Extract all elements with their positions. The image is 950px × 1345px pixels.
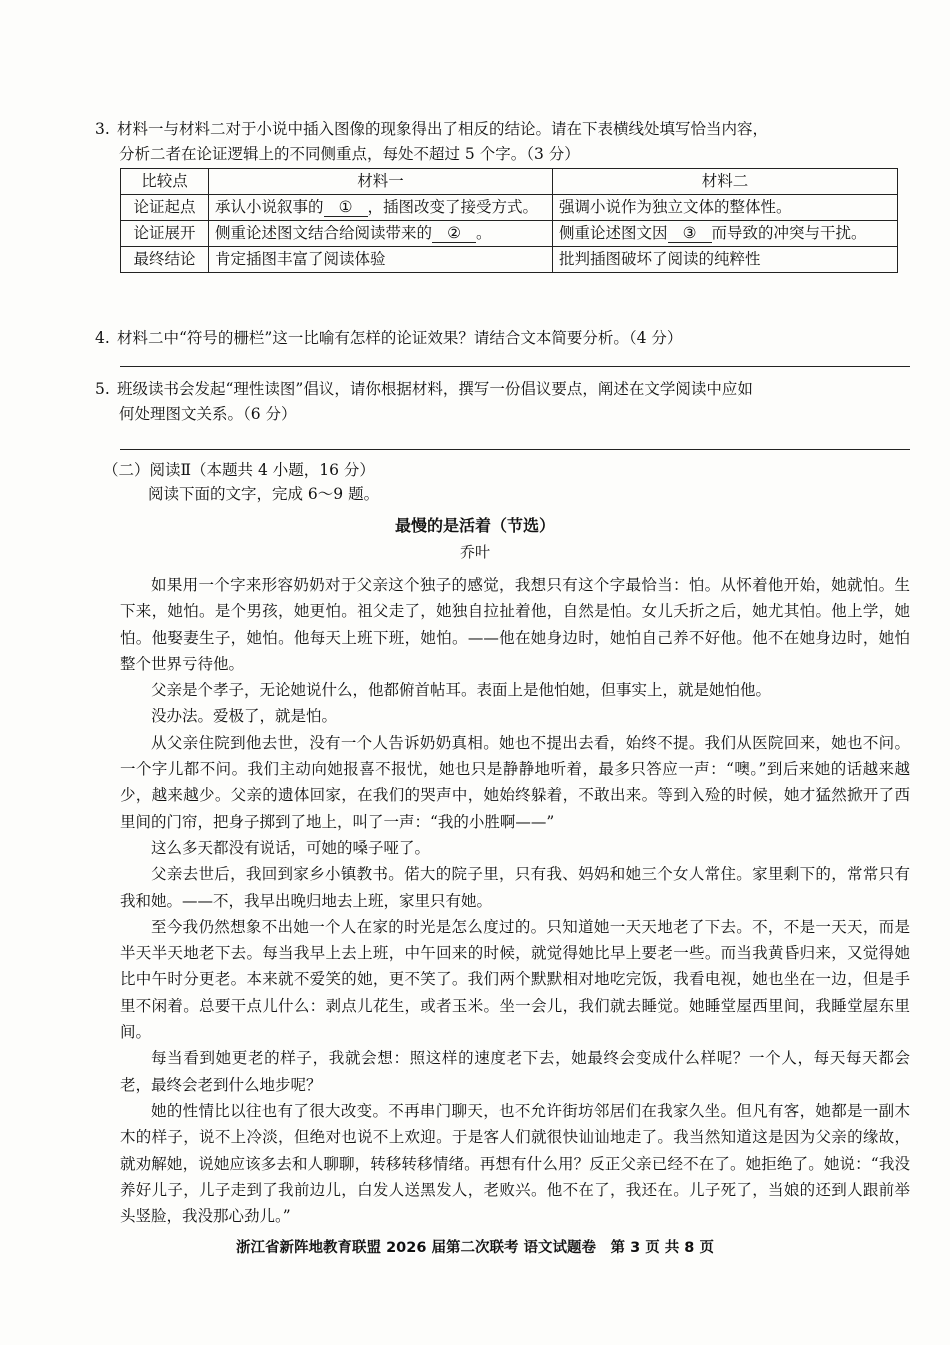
answer-line[interactable] (120, 449, 910, 450)
row-label: 论证展开 (121, 221, 209, 247)
table-header-row (121, 169, 898, 195)
section-instruction: 阅读下面的文字，完成 6～9 题。 (148, 485, 380, 503)
table-cell (553, 221, 898, 247)
table-header: 材料一 (209, 169, 553, 195)
section-heading: （二）阅读Ⅱ（本题共 4 小题，16 分） (103, 461, 375, 479)
article-author: 乔叶 (459, 543, 490, 561)
article-body (120, 572, 910, 1229)
cell-text: ，插图改变了接受方式。 (367, 198, 539, 216)
table-cell: 肯定插图丰富了阅读体验 (209, 247, 553, 273)
paragraph: 至今我仍然想象不出她一个人在家的时光是怎么度过的。只知道她一天天地老了下去。不，不是一天天，而是半天半天地老下去。每当我早上去上班，中午回来的时候，就觉得她比早上要老一些。而当我黄昏归来，又觉得她比中午时分更老。本来就不爱笑的她，更不笑了。我们两个默默相对地吃完饭，我看电视，她也坐在一边，但是手里不闲着。总要干点儿什么：剥点儿花生，或者玉米。坐一会儿，我们就去睡觉。她睡堂屋西里间，我睡堂屋东里间。 (120, 917, 910, 1042)
cell-text: 而导致的冲突与干扰。 (711, 224, 867, 242)
paragraph: 父亲是个孝子，无论她说什么，他都俯首帖耳。表面上是他怕她，但事实上，就是她怕他。 (151, 681, 772, 700)
table-cell (209, 221, 553, 247)
cell-text: 侧重论述图文结合给阅读带来的 (215, 224, 433, 242)
cell-text: 承认小说叙事的 (215, 198, 324, 216)
cell-text: 。 (476, 224, 492, 242)
question-text: 班级读书会发起“理性读图”倡议，请你根据材料，撰写一份倡议要点，阐述在文学阅读中应如 (117, 380, 753, 398)
question-5 (95, 377, 910, 427)
question-4 (95, 326, 910, 351)
blank-2[interactable]: ② (432, 224, 476, 243)
question-text: 分析二者在论证逻辑上的不同侧重点，每处不超过 5 个字。（3 分） (119, 145, 580, 163)
row-label: 最终结论 (121, 247, 209, 273)
paragraph: 如果用一个字来形容奶奶对于父亲这个独子的感觉，我想只有这个字最恰当：怕。从怀着他开始，她就怕。生下来，她怕。是个男孩，她更怕。祖父走了，她独自拉扯着他，自然是怕。女儿夭折之后，她尤其怕。他上学，她怕。他娶妻生子，她怕。他每天上班下班，她怕。——他在她身边时，她怕自己养不好他。他不在她身边时，她怕整个世界亏待他。 (120, 576, 910, 673)
table-cell: 强调小说作为独立文体的整体性。 (553, 195, 898, 221)
row-label: 论证起点 (121, 195, 209, 221)
table-cell: 批判插图破坏了阅读的纯粹性 (553, 247, 898, 273)
paragraph: 从父亲住院到他去世，没有一个人告诉奶奶真相。她也不提出去看，始终不提。我们从医院回来，她也不问。一个字儿都不问。我们主动向她报喜不报忧，她也只是静静地听着，最多只答应一声：“噢。”到后来她的话越来越少，越来越少。父亲的遗体回家，在我们的哭声中，她始终躲着，不敢出来。等到入殓的时候，她才猛然掀开了西里间的门帘，把身子掷到了地上，叫了一声：“我的小胜啊——” (120, 733, 910, 831)
question-3 (95, 117, 910, 167)
blank-3[interactable]: ③ (668, 224, 712, 243)
answer-line[interactable] (120, 366, 910, 367)
paragraph: 每当看到她更老的样子，我就会想：照这样的速度老下去，她最终会变成什么样呢？一个人，每天每天都会老，最终会老到什么地步呢？ (120, 1049, 910, 1094)
table-row (121, 247, 898, 273)
section-header (103, 458, 379, 506)
table-cell (209, 195, 553, 221)
question-text: 材料二中“符号的栅栏”这一比喻有怎样的论证效果？请结合文本简要分析。（4 分） (117, 329, 683, 347)
question-number: 4. (95, 329, 110, 347)
table-row (121, 221, 898, 247)
paragraph: 她的性情比以往也有了很大改变。不再串门聊天，也不允许街坊邻居们在我家久坐。但凡有客，她都是一副木木的样子，说不上冷淡，但绝对也说不上欢迎。于是客人们就很快讪讪地走了。我当然知道这是因为父亲的缘故，就劝解她，说她应该多去和人聊聊，转移转移情绪。再想有什么用？反正父亲已经不在了。她拒绝了。她说：“我没养好儿子，儿子走到了我前边儿，白发人送黑发人，老败兴。他不在了，我还在。儿子死了，当娘的还到人跟前举头竖脸，我没那心劲儿。” (120, 1101, 910, 1226)
question-text: 材料一与材料二对于小说中插入图像的现象得出了相反的结论。请在下表横线处填写恰当内容， (117, 120, 769, 138)
paragraph: 父亲去世后，我回到家乡小镇教书。偌大的院子里，只有我、妈妈和她三个女人常住。家里剩下的，常常只有我和她。——不，我早出晚归地去上班，家里只有她。 (120, 865, 910, 910)
question-number: 3. (95, 120, 110, 138)
blank-1[interactable]: ① (324, 198, 368, 217)
table-row (121, 195, 898, 221)
article-title: 最慢的是活着（节选） (394, 516, 555, 535)
page-footer: 浙江省新阵地教育联盟 2026 届第二次联考 语文试题卷 第 3 页 共 8 页 (236, 1240, 714, 1256)
comparison-table (120, 168, 898, 273)
question-text: 何处理图文关系。（6 分） (119, 405, 297, 423)
paragraph: 没办法。爱极了，就是怕。 (151, 707, 338, 726)
paragraph: 这么多天都没有说话，可她的嗓子哑了。 (151, 838, 431, 857)
table-header: 比较点 (121, 169, 209, 195)
table-header: 材料二 (553, 169, 898, 195)
question-number: 5. (95, 380, 110, 398)
cell-text: 侧重论述图文因 (559, 224, 668, 242)
